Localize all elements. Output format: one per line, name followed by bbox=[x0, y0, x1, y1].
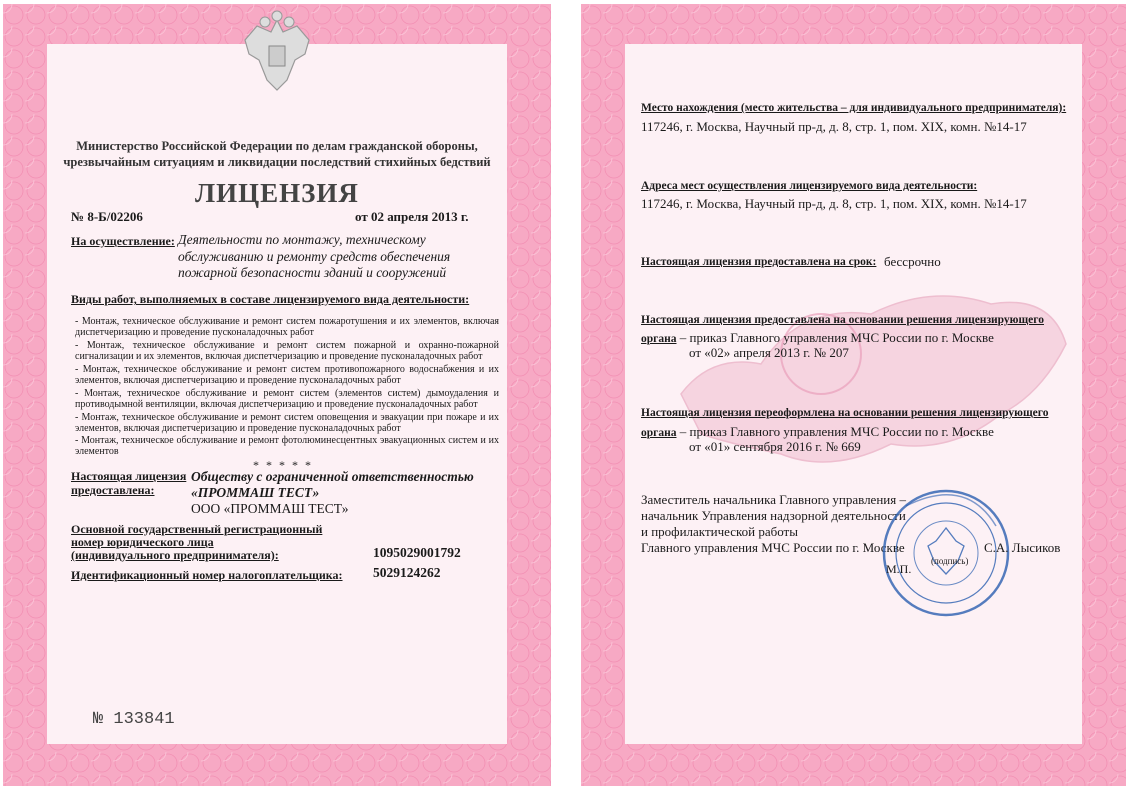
reissue-text: – приказ Главного управления МЧС России по г. Москве bbox=[676, 424, 994, 439]
basis-label-1: Настоящая лицензия предоставлена на основании решения лицензирующего bbox=[641, 314, 1044, 326]
ogrn-label-2: номер юридического лица bbox=[71, 535, 214, 549]
inn-label: Идентификационный номер налогоплательщика: bbox=[71, 568, 343, 582]
address-label: Адреса мест осуществления лицензируемого вида деятельности: bbox=[641, 180, 978, 192]
work-item: - Монтаж, техническое обслуживание и ремонт фотолюминесцентных эвакуационных систем и их элементов bbox=[75, 435, 499, 458]
reissue-label-1: Настоящая лицензия переоформлена на основании решения лицензирующего bbox=[641, 407, 1049, 419]
org-short: ООО «ПРОММАШ ТЕСТ» bbox=[191, 501, 349, 516]
granted-label-1: Настоящая лицензия bbox=[71, 469, 187, 483]
term-label: Настоящая лицензия предоставлена на срок: bbox=[641, 256, 877, 268]
license-number: № 8-Б/02206 bbox=[71, 209, 143, 224]
work-item: - Монтаж, техническое обслуживание и ремонт систем пожарной и охранно-пожарной сигнализации и их элементов, включая диспетчеризацию и проведение пусконаладочных работ bbox=[75, 340, 499, 363]
basis-label-2: органа bbox=[641, 333, 677, 345]
inn-value: 5029124262 bbox=[373, 565, 441, 580]
ministry-name: Министерство Российской Федерации по делам гражданской обороны, чрезвычайным ситуациям и ликвидации последствий стихийных бедствий bbox=[63, 139, 491, 169]
org-full-1: Обществу с ограниченной ответственностью bbox=[191, 469, 474, 484]
mp-mark: М.П. bbox=[886, 562, 912, 576]
signer-title: Заместитель начальника Главного управления – начальник Управления надзорной деятельности и профилактической работы Главного управления МЧС России по г. Москве bbox=[641, 492, 906, 555]
work-item: - Монтаж, техническое обслуживание и ремонт систем (элементов систем) дымоудаления и противодымной вентиляции, включая диспетчеризацию и проведение пусконаладочных работ bbox=[75, 388, 499, 411]
basis-text: – приказ Главного управления МЧС России по г. Москве bbox=[676, 330, 994, 345]
works-label: Виды работ, выполняемых в составе лицензируемого вида деятельности: bbox=[71, 292, 470, 306]
location-label: Место нахождения (место жительства – для индивидуального предпринимателя): bbox=[641, 102, 1067, 114]
russia-map-watermark-icon bbox=[671, 244, 1071, 504]
location-value: 117246, г. Москва, Научный пр-д, д. 8, стр. 1, пом. XIX, комн. №14-17 bbox=[641, 119, 1027, 134]
work-item: - Монтаж, техническое обслуживание и ремонт систем противопожарного водоснабжения и их элементов, включая диспетчеризацию и проведение пусконаладочных работ bbox=[75, 364, 499, 387]
ogrn-label-1: Основной государственный регистрационный bbox=[71, 522, 323, 536]
granted-label-2: предоставлена: bbox=[71, 483, 155, 497]
separator-stars: * * * * * bbox=[253, 458, 313, 472]
document-title: ЛИЦЕНЗИЯ bbox=[195, 178, 359, 208]
ogrn-value: 1095029001792 bbox=[373, 545, 461, 560]
ogrn-label-3: (индивидуального предпринимателя): bbox=[71, 548, 279, 562]
coat-of-arms-icon bbox=[227, 10, 327, 98]
reissue-label-2: органа bbox=[641, 427, 677, 439]
address-value: 117246, г. Москва, Научный пр-д, д. 8, стр. 1, пом. XIX, комн. №14-17 bbox=[641, 196, 1027, 211]
blank-number: № 133841 bbox=[93, 710, 175, 729]
term-value: бессрочно bbox=[884, 254, 941, 269]
reissue-date: от «01» сентября 2016 г. № 669 bbox=[689, 439, 861, 454]
license-front-page bbox=[3, 4, 551, 786]
org-full-2: «ПРОММАШ ТЕСТ» bbox=[191, 485, 320, 500]
license-date: от 02 апреля 2013 г. bbox=[355, 209, 469, 224]
organization bbox=[191, 469, 474, 517]
activity-text: Деятельности по монтажу, техническому обслуживанию и ремонту средств обеспечения пожарной безопасности зданий и сооружений bbox=[178, 232, 451, 280]
activity-label: На осуществление: bbox=[71, 234, 175, 248]
signature-caption: (подпись) bbox=[931, 556, 969, 566]
license-back-page bbox=[581, 4, 1126, 786]
work-item: - Монтаж, техническое обслуживание и ремонт систем оповещения и эвакуации при пожаре и их элементов, включая диспетчеризацию и проведение пусконаладочных работ bbox=[75, 412, 499, 435]
signer-name: С.А. Лысиков bbox=[984, 540, 1061, 555]
work-item: - Монтаж, техническое обслуживание и ремонт систем пожаротушения и их элементов, включая диспетчеризацию и проведение пусконаладочных работ bbox=[75, 316, 499, 339]
basis-date: от «02» апреля 2013 г. № 207 bbox=[689, 345, 849, 360]
